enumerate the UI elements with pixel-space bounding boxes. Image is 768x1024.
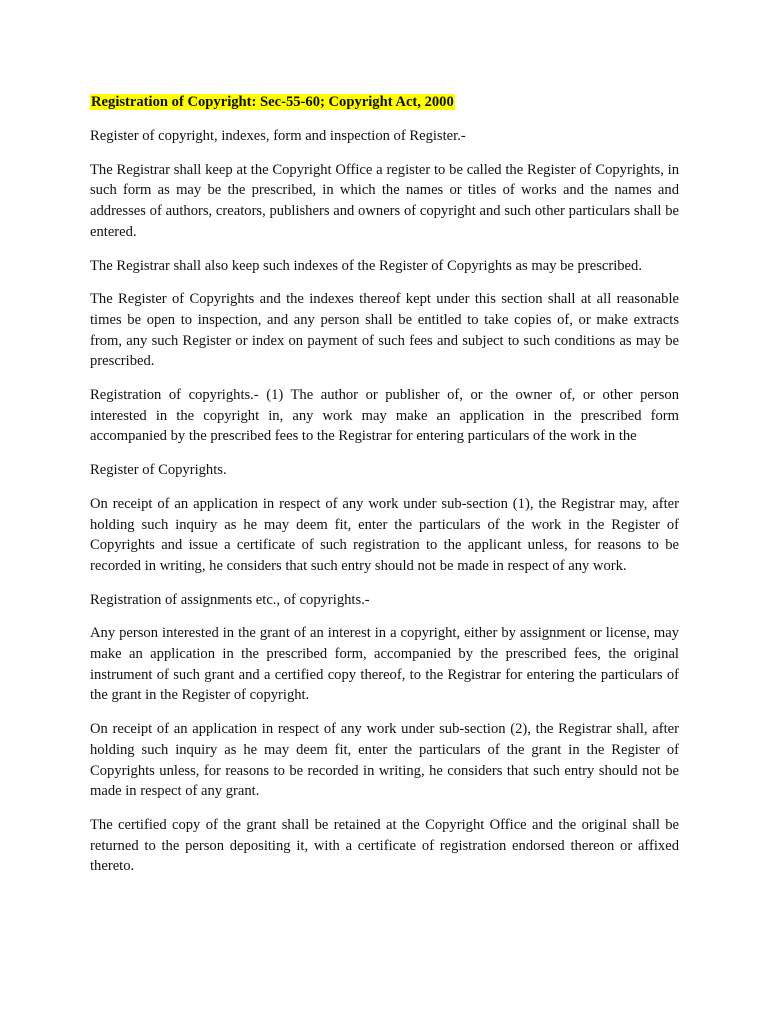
paragraph-registration-application: Registration of copyrights.- (1) The author or publisher of, or the owner of, or other person interested in the copyright in, any work may make an application in the prescribed form accompanied by the prescribed fees to the Registrar for entering particulars of the work in the [90, 387, 679, 445]
paragraph-certified-copy: The certified copy of the grant shall be retained at the Copyright Office and the original shall be returned to the person depositing it, with a certificate of registration endorsed thereon or affixed thereto. [90, 816, 679, 875]
paragraph-register-of-copyrights-line: Register of Copyrights. [90, 462, 227, 479]
paragraph-register-subheading: Register of copyright, indexes, form and inspection of Register.- [90, 128, 466, 144]
paragraph-indexes: The Registrar shall also keep such indexes of the Register of Copyrights as may be prescribed. [90, 257, 642, 274]
paragraph-inspection: The Register of Copyrights and the indexes thereof kept under this section shall at all reasonable times be open to inspection, and any person shall be entitled to take copies of, or make extracts from, any such Register or index on payment of such fees and subject to such conditions as may be prescribed. [90, 291, 679, 370]
paragraph-assignments-subheading: Registration of assignments etc., of copyrights.- [90, 591, 370, 608]
highlighted-title: Registration of Copyright: Sec-55-60; Copyright Act, 2000 [91, 94, 454, 110]
paragraph-receipt-of-application: On receipt of an application in respect of any work under sub-section (1), the Registrar may, after holding such inquiry as he may deem fit, enter the particulars of the work in the Register of Copyrights and issue a certificate of such registration to the applicant unless, for reasons to be recorded in writing, he considers that such entry should not be made in respect of any work. [90, 495, 679, 574]
document-heading [90, 92, 679, 112]
paragraph-register-of-copyrights: The Registrar shall keep at the Copyright Office a register to be called the Register of Copyrights, in such form as may be the prescribed, in which the names or titles of works and the names and addresses of authors, creators, publishers and owners of copyright and such other particulars shall be entered. [90, 161, 679, 240]
paragraph-grant-application: Any person interested in the grant of an interest in a copyright, either by assignment or license, may make an application in the prescribed form, accompanied by the prescribed fees, the original instrument of such grant and a certified copy thereof, to the Registrar for entering the particulars of the grant in the Register of copyright. [90, 625, 679, 704]
paragraph-receipt-of-grant: On receipt of an application in respect of any work under sub-section (2), the Registrar shall, after holding such inquiry as he may deem fit, enter the particulars of the grant in the Register of Copyrights unless, for reasons to be recorded in writing, he considers that such entry should not be made in respect of any grant. [90, 721, 679, 800]
